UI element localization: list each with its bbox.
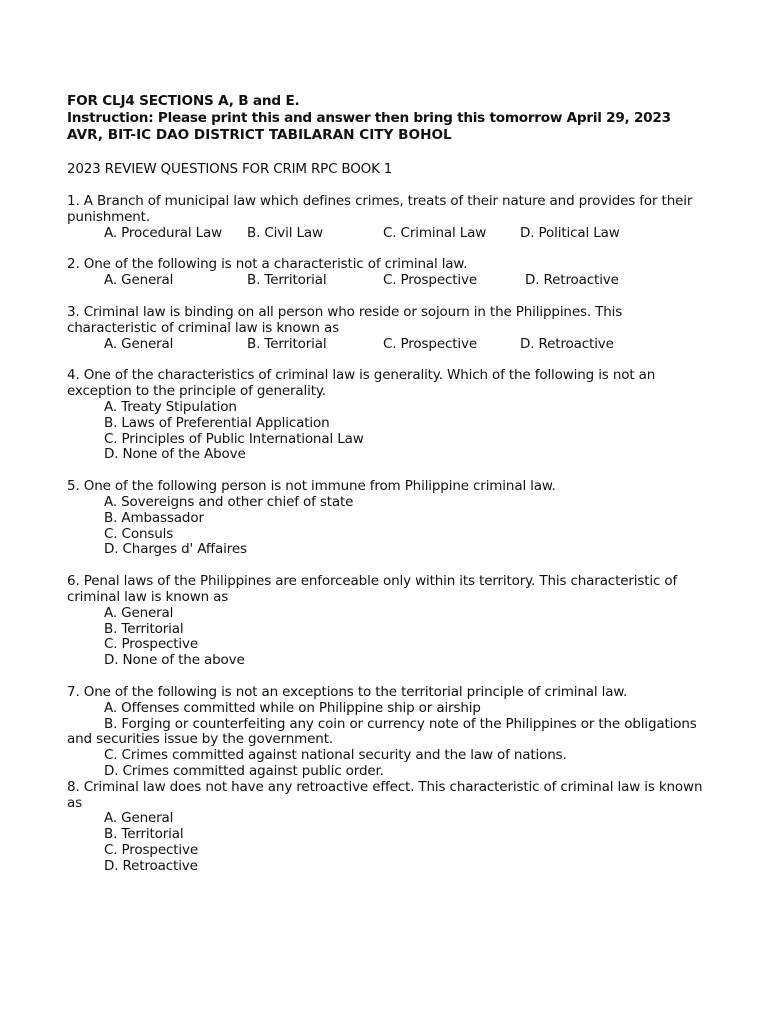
options-list bbox=[67, 495, 708, 558]
question-4 bbox=[67, 368, 708, 463]
question-text: 4. One of the characteristics of criminal law is generality. Which of the following is not an exception to the principle of generality. bbox=[67, 367, 656, 400]
option: D. None of the above bbox=[104, 652, 245, 669]
option: C. Prospective bbox=[383, 272, 477, 289]
header-sections: FOR CLJ4 SECTIONS A, B and E. bbox=[67, 93, 300, 109]
option: A. General bbox=[104, 604, 174, 621]
page-title: 2023 REVIEW QUESTIONS FOR CRIM RPC BOOK 1 bbox=[67, 161, 393, 177]
option: C. Prospective bbox=[383, 335, 477, 352]
question-7 bbox=[67, 685, 708, 780]
option: C. Crimes committed against national security and the law of nations. bbox=[104, 747, 567, 764]
question-3 bbox=[67, 305, 708, 352]
options-row bbox=[67, 337, 708, 353]
option: C. Prospective bbox=[104, 841, 198, 858]
options-list bbox=[67, 811, 708, 874]
option: B. Territorial bbox=[104, 620, 184, 637]
option: B. Territorial bbox=[247, 272, 327, 289]
option: A. General bbox=[104, 810, 174, 827]
option: D. Retroactive bbox=[525, 272, 619, 289]
option: A. Treaty Stipulation bbox=[104, 398, 237, 415]
question-text: 6. Penal laws of the Philippines are enforceable only within its territory. This characteristic of criminal law is known as bbox=[67, 573, 678, 605]
question-5 bbox=[67, 479, 708, 558]
option: A. General bbox=[104, 335, 174, 352]
question-text: 5. One of the following person is not immune from Philippine criminal law. bbox=[67, 478, 556, 495]
option: B. Forging or counterfeiting any coin or currency note of the Philippines or the obligations and securities issue by the government. bbox=[67, 715, 697, 748]
option: A. General bbox=[104, 272, 174, 289]
options-row bbox=[67, 273, 708, 289]
option: B. Ambassador bbox=[104, 509, 204, 526]
option: B. Laws of Preferential Application bbox=[104, 414, 330, 431]
question-6 bbox=[67, 574, 708, 669]
header-venue: AVR, BIT-IC DAO DISTRICT TABILARAN CITY BOHOL bbox=[67, 127, 452, 143]
options-row bbox=[67, 226, 708, 242]
options-list bbox=[67, 606, 708, 669]
option: C. Principles of Public International Law bbox=[104, 430, 364, 447]
question-text: 8. Criminal law does not have any retroactive effect. This characteristic of criminal law is known as bbox=[67, 778, 703, 811]
question-2 bbox=[67, 257, 708, 289]
question-text: 2. One of the following is not a characteristic of criminal law. bbox=[67, 256, 468, 273]
question-text: 3. Criminal law is binding on all person who reside or sojourn in the Philippines. This characteristic of criminal law is known as bbox=[67, 303, 623, 336]
question-text: 1. A Branch of municipal law which defines crimes, treats of their nature and provides for their punishment. bbox=[67, 193, 693, 225]
option: C. Prospective bbox=[104, 636, 198, 653]
option: A. Procedural Law bbox=[104, 224, 223, 241]
question-1 bbox=[67, 194, 708, 241]
option: A. Offenses committed while on Philippine ship or airship bbox=[104, 699, 481, 716]
option: B. Territorial bbox=[247, 335, 327, 352]
question-text: 7. One of the following is not an exceptions to the territorial principle of criminal law. bbox=[67, 683, 628, 700]
option: B. Civil Law bbox=[247, 224, 323, 241]
header-instruction: Instruction: Please print this and answer then bring this tomorrow April 29, 2023 bbox=[67, 110, 671, 126]
option: D. Political Law bbox=[520, 224, 620, 241]
option: D. Charges d' Affaires bbox=[104, 541, 247, 558]
option: D. Crimes committed against public order. bbox=[104, 762, 384, 779]
option: D. Retroactive bbox=[520, 335, 614, 352]
option: A. Sovereigns and other chief of state bbox=[104, 493, 354, 510]
option: C. Criminal Law bbox=[383, 224, 487, 241]
option: D. None of the Above bbox=[104, 446, 246, 463]
options-list bbox=[67, 400, 708, 463]
option: D. Retroactive bbox=[104, 857, 198, 874]
question-8 bbox=[67, 780, 708, 875]
option: C. Consuls bbox=[104, 525, 174, 542]
option: B. Territorial bbox=[104, 826, 184, 843]
